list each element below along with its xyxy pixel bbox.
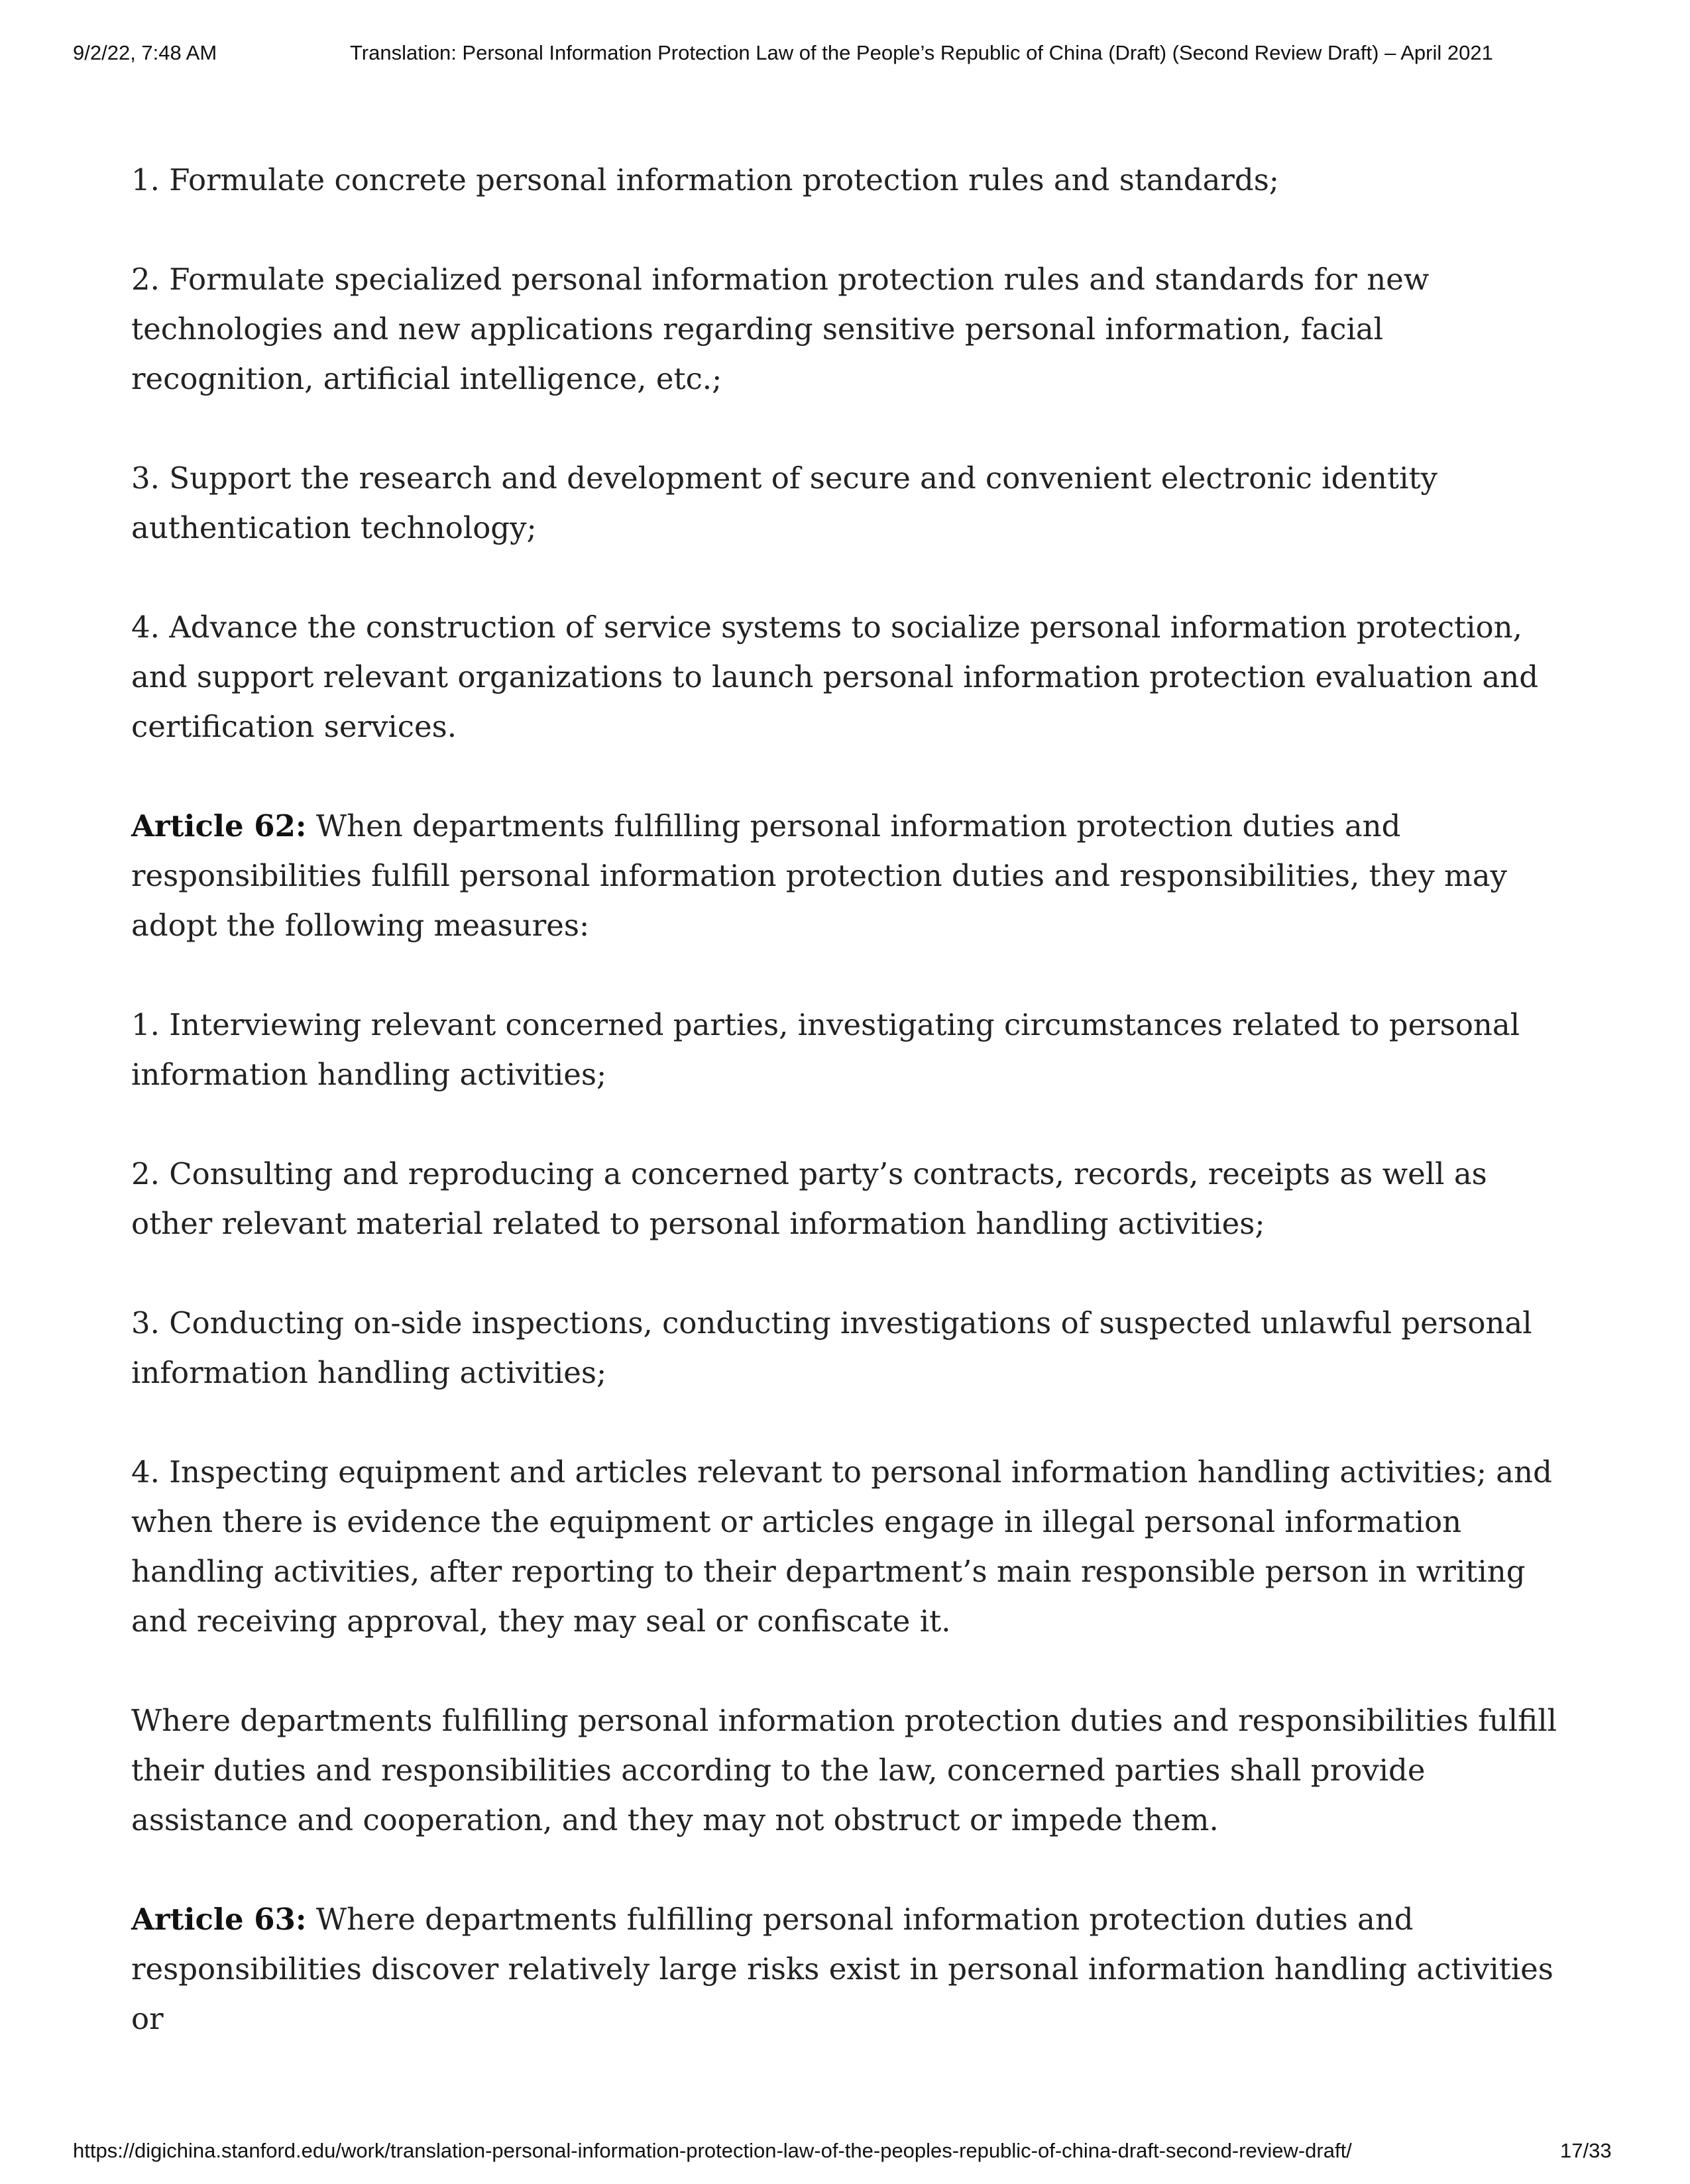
list-item — [131, 1149, 1573, 1248]
paragraph-text: 4. Advance the construction of service systems to socialize personal information protection, and support relevant organizations to launch personal information protection evaluation and certification services. — [131, 610, 1538, 744]
list-item — [131, 254, 1573, 404]
print-header-title: Translation: Personal Information Protection Law of the People’s Republic of China (Draft) (Second Review Draft) – April 2021 — [350, 41, 1493, 64]
list-item — [131, 155, 1573, 205]
paragraph-text: Where departments fulfilling personal information protection duties and responsibilities discover relatively large risks exist in personal information handling activities or — [131, 1902, 1553, 2036]
article-62-paragraph — [131, 801, 1573, 950]
list-item — [131, 1298, 1573, 1397]
paragraph-text: 2. Consulting and reproducing a concerned party’s contracts, records, receipts as well as other relevant material related to personal information handling activities; — [131, 1156, 1487, 1241]
print-header-datetime: 9/2/22, 7:48 AM — [73, 41, 217, 64]
article-63-paragraph — [131, 1894, 1573, 2044]
list-item — [131, 1447, 1573, 1646]
list-item — [131, 1000, 1573, 1099]
list-item — [131, 602, 1573, 751]
body-paragraph — [131, 1696, 1573, 1845]
document-body — [131, 155, 1573, 2093]
paragraph-text: 3. Support the research and development of secure and convenient electronic identity authentication technology; — [131, 461, 1437, 545]
print-footer-url: https://digichina.stanford.edu/work/translation-personal-information-protection-law-of-the-peoples-republic-of-china-draft-second-review-draft/ — [73, 2139, 1352, 2162]
article-label: Article 63: — [131, 1902, 307, 1937]
paragraph-text: 1. Interviewing relevant concerned parties, investigating circumstances related to personal information handling activities; — [131, 1007, 1520, 1092]
paragraph-text: 1. Formulate concrete personal information protection rules and standards; — [131, 162, 1279, 197]
article-label: Article 62: — [131, 808, 307, 844]
paragraph-text: 3. Conducting on-side inspections, conducting investigations of suspected unlawful personal information handling activities; — [131, 1305, 1532, 1390]
print-footer-page-number: 17/33 — [1560, 2139, 1612, 2162]
list-item — [131, 453, 1573, 553]
paragraph-text: Where departments fulfilling personal information protection duties and responsibilities fulfill their duties and responsibilities according to the law, concerned parties shall provide assistance and cooperation, and they may not obstruct or impede them. — [131, 1703, 1557, 1837]
paragraph-text: When departments fulfilling personal information protection duties and responsibilities fulfill personal information protection duties and responsibilities, they may adopt the following measures: — [131, 808, 1507, 943]
paragraph-text: 2. Formulate specialized personal information protection rules and standards for new technologies and new applications regarding sensitive personal information, facial recognition, artificial intelligence, etc.; — [131, 262, 1430, 396]
paragraph-text: 4. Inspecting equipment and articles relevant to personal information handling activities; and when there is evidence the equipment or articles engage in illegal personal information handling activities, after reporting to their department’s main responsible person in writing and receiving approval, they may seal or confiscate it. — [131, 1454, 1552, 1639]
